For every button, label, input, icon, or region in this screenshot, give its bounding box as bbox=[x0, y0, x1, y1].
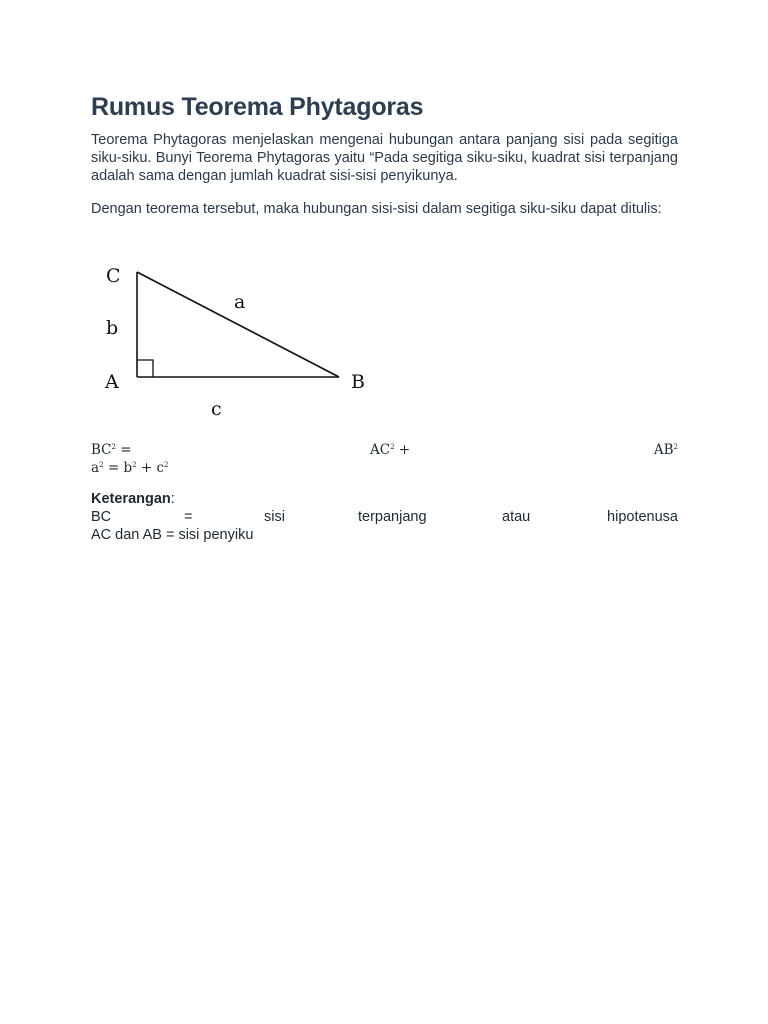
word-atau: atau bbox=[502, 509, 531, 525]
formula-intro-paragraph: Dengan teorema tersebut, maka hubungan sisi-sisi dalam segitiga siku-siku dapat ditulis: bbox=[91, 201, 662, 217]
formula-line-2: $a^2 = b^2 + c^2$ bbox=[91, 460, 169, 476]
formula-line-1 bbox=[91, 442, 678, 460]
formula-ac: $AC^2$ + bbox=[370, 442, 411, 458]
keterangan-line-1 bbox=[91, 509, 678, 527]
right-angle-marker bbox=[137, 360, 153, 377]
side-a-line bbox=[137, 272, 339, 377]
vertex-b-label: B bbox=[351, 371, 365, 393]
side-c-label: c bbox=[211, 398, 222, 420]
word-hipotenusa: hipotenusa bbox=[607, 509, 678, 525]
formula-ab: $AB^2$ bbox=[653, 442, 678, 458]
intro-paragraph: Teorema Phytagoras menjelaskan mengenai hubungan antara panjang sisi pada segitiga siku-siku. Bunyi Teorema Phytagoras yaitu “Pada segitiga siku-siku, kuadrat sisi terpanjang adalah sama dengan jumlah kuadrat sisi-sisi penyikunya. bbox=[91, 132, 678, 184]
vertex-c-label: C bbox=[106, 265, 121, 287]
formula-bc: $BC^2$ = bbox=[91, 442, 132, 458]
word-sisi: sisi bbox=[264, 509, 285, 525]
page-title: Rumus Teorema Phytagoras bbox=[91, 93, 424, 121]
vertex-a-label: A bbox=[105, 371, 119, 393]
word-bc: BC bbox=[91, 509, 112, 525]
keterangan-line-2: AC dan AB = sisi penyiku bbox=[91, 527, 254, 543]
side-a-label: a bbox=[234, 291, 246, 313]
word-terpanjang: terpanjang bbox=[358, 509, 427, 525]
word-equals: = bbox=[184, 509, 193, 525]
side-b-label: b bbox=[106, 317, 119, 339]
right-triangle-diagram bbox=[91, 258, 391, 428]
keterangan-heading: Keterangan: bbox=[91, 491, 175, 507]
